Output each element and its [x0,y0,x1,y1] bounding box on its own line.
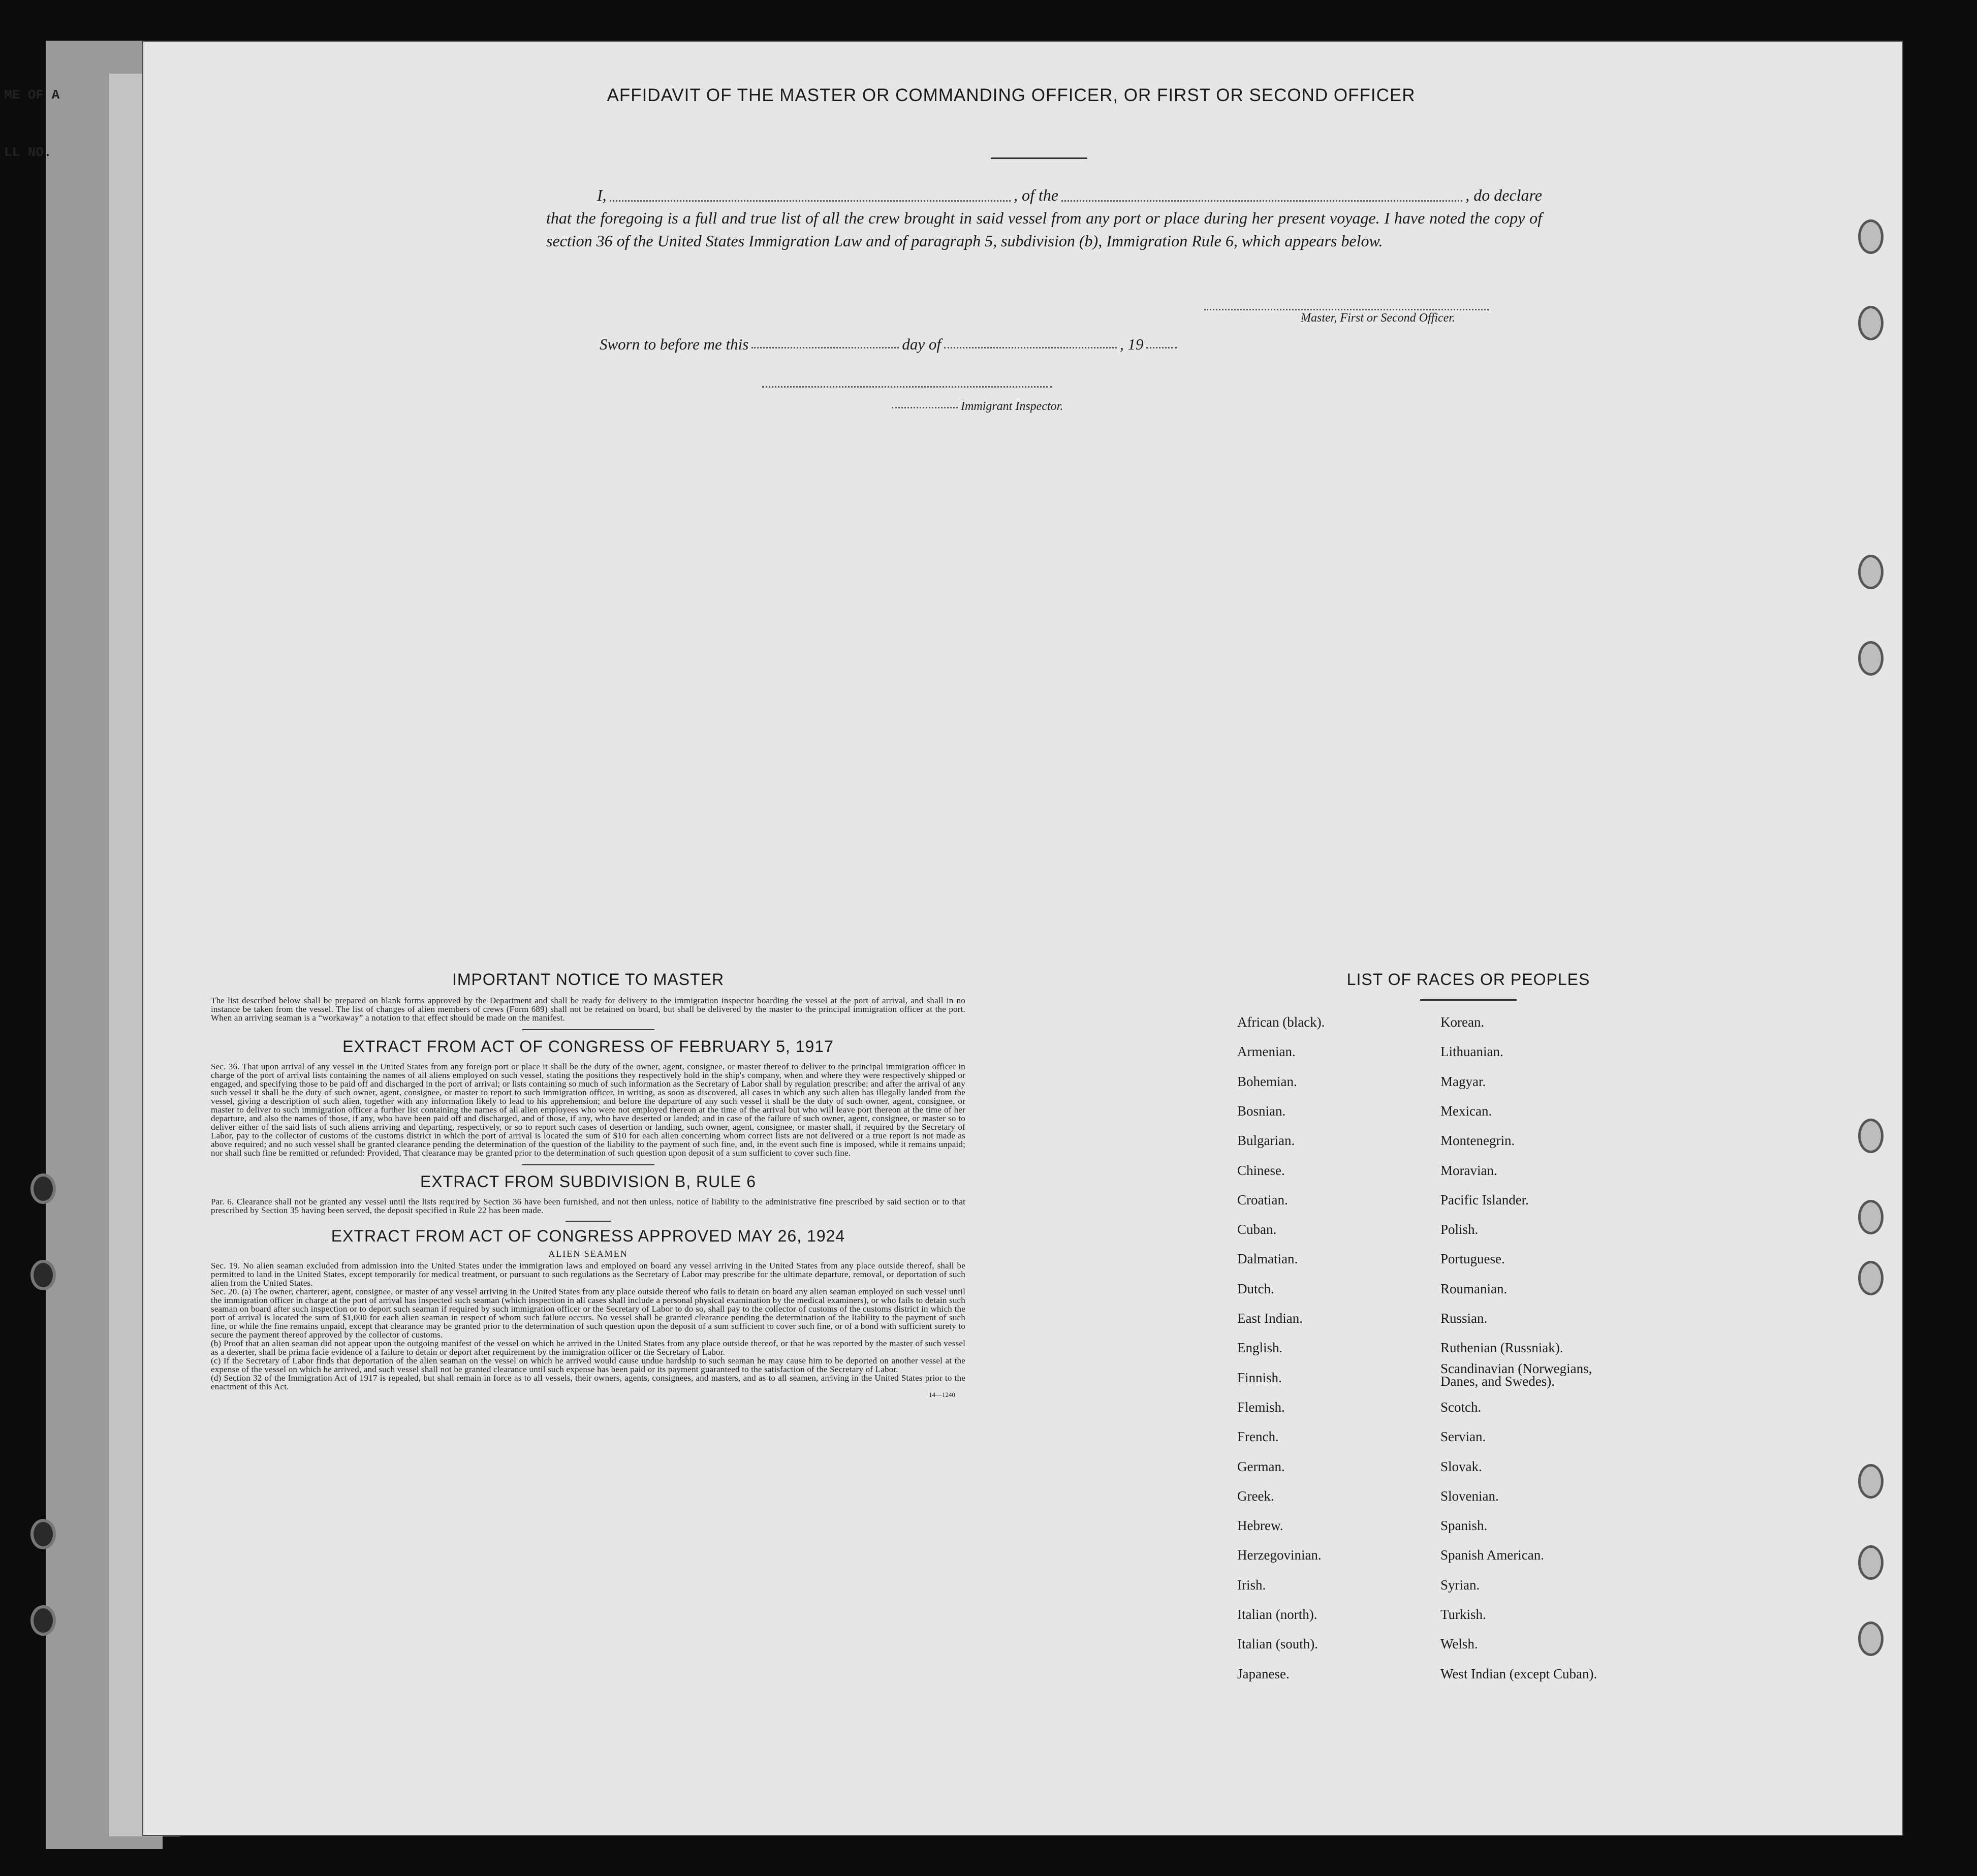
notice-section [211,970,965,1399]
race-item: Croatian. [1237,1192,1288,1207]
extract3-subtitle: ALIEN SEAMEN [548,1249,628,1259]
form-number: 14—1240 [929,1391,955,1398]
punch-hole [1858,1119,1884,1153]
punch-hole [1858,219,1884,254]
race-item: Finnish. [1237,1370,1282,1385]
binder-punch [30,1260,56,1290]
section-rule [522,1029,654,1030]
race-item: Magyar. [1440,1073,1486,1089]
race-item: Slovak. [1440,1458,1482,1474]
signer-caption: Master, First or Second Officer. [1301,311,1455,325]
section-rule [522,1164,654,1165]
affidavit-body [546,184,1542,252]
race-item: Bohemian. [1237,1073,1297,1089]
races-section [1214,970,1722,1681]
race-item: Bosnian. [1237,1103,1286,1119]
sworn-day-label: day of [902,335,941,353]
extract3-d: (d) Section 32 of the Immigration Act of 1917 is repealed, but shall remain in force as to all vessels, their owners, agents, consignees, and masters, and as to all seamen, arriving in the United States prior to the enactment of this Act. [211,1373,965,1391]
sworn-prefix: Sworn to before me this [600,335,749,353]
race-item: English. [1237,1340,1283,1356]
race-item: Italian (north). [1237,1607,1317,1622]
race-item: Japanese. [1237,1666,1290,1681]
sworn-line [600,335,1250,354]
race-item: Dalmatian. [1237,1251,1298,1267]
race-item: Spanish American. [1440,1547,1544,1563]
extract2-text: Par. 6. Clearance shall not be granted any vessel until the lists required by Section 36 have been furnished, and not then unless, notice of liability to the administrative fine prescribed by said section or to that prescribed by Section 35 having been served, the deposit specified in Rule 22 has been made. [211,1197,965,1215]
race-item: French. [1237,1429,1279,1445]
race-item: Scotch. [1440,1399,1482,1415]
race-item: East Indian. [1237,1311,1303,1326]
binder-punch [30,1173,56,1204]
sworn-year: , 19 [1119,335,1144,353]
race-item: West Indian (except Cuban). [1440,1666,1597,1681]
affidavit-line1-end: , do declare [1465,186,1542,204]
race-item: Armenian. [1237,1044,1296,1060]
race-item: African (black). [1237,1014,1325,1030]
race-item: Flemish. [1237,1399,1285,1415]
sworn-day-blank[interactable] [751,347,899,348]
race-item: Scandinavian (Norwegians, Danes, and Swedes). [1440,1360,1592,1389]
race-item: Pacific Islander. [1440,1192,1529,1207]
punch-hole [1858,1545,1884,1580]
extract1-title: EXTRACT FROM ACT OF CONGRESS OF FEBRUARY 5, 1917 [342,1037,834,1056]
extract3-c: (c) If the Secretary of Labor finds that deportation of the alien seaman on the vessel on which he arrived would cause undue hardship to such seaman he may cause him to be deported on another vessel at the expense of the vessel on which he arrived, and such vessel shall not be granted clearance until such expense has been paid or its payment guaranteed to the satisfaction of the Secretary of Labor. [211,1356,965,1374]
sworn-month-blank[interactable] [944,347,1117,348]
sworn-year-blank[interactable] [1146,347,1177,348]
punch-hole [1858,555,1884,589]
inspector-signature-line[interactable] [762,386,1052,388]
affidavit-line1-start: I, [597,186,607,204]
race-item: Korean. [1440,1014,1485,1030]
punch-hole [1858,1261,1884,1295]
punch-hole [1858,1200,1884,1234]
races-title: LIST OF RACES OR PEOPLES [1346,970,1590,989]
punch-hole [1858,306,1884,340]
race-item: Syrian. [1440,1577,1480,1593]
affidavit-title: AFFIDAVIT OF THE MASTER OR COMMANDING OFFICER, OR FIRST OR SECOND OFFICER [607,85,1416,105]
name-blank[interactable] [610,200,1011,202]
punch-hole [1858,1621,1884,1656]
race-item: Russian. [1440,1311,1488,1326]
race-item: Greek. [1237,1488,1274,1504]
race-item: Ruthenian (Russniak). [1440,1340,1563,1356]
extract3-title: EXTRACT FROM ACT OF CONGRESS APPROVED MAY 26, 1924 [331,1227,845,1245]
notice-text: The list described below shall be prepared on blank forms approved by the Department and shall be ready for delivery to the immigration inspector boarding the vessel at the port of arrival, and shall in no instance be taken from the vessel. The list of changes of alien members of crews (Form 689) shall not be retained on board, but shall be delivered by the master to the principal immigration officer at the port. When an arriving seaman is a “workaway” a notation to that effect should be made on the manifest. [211,996,965,1023]
race-item: Mexican. [1440,1103,1492,1119]
extract3-b: (b) Proof that an alien seaman did not appear upon the outgoing manifest of the vessel on which he arrived in the United States from any place outside thereof, or that he was reported by the master of such vessel as a deserter, shall be prima facie evidence of a failure to detain or deport after requirement by the immigration officer or the Secretary of Labor. [211,1339,965,1357]
affidavit-line-1 [546,184,1542,207]
title-rule [991,157,1087,159]
race-item: Hebrew. [1237,1518,1283,1534]
inspector-caption-row [892,400,1110,414]
affidavit-line1-mid: , of the [1013,186,1058,204]
race-item: Portuguese. [1440,1251,1505,1267]
extract2-title: EXTRACT FROM SUBDIVISION B, RULE 6 [420,1172,757,1191]
race-item: Spanish. [1440,1518,1488,1534]
punch-hole [1858,641,1884,676]
race-item: Turkish. [1440,1607,1486,1622]
race-item: Chinese. [1237,1162,1285,1178]
race-item: Dutch. [1237,1281,1274,1296]
race-item: Irish. [1237,1577,1266,1593]
race-item: Bulgarian. [1237,1133,1295,1149]
margin-stray-text-1: ME OF A [4,87,60,103]
race-item: Herzegovinian. [1237,1547,1322,1563]
race-item: Lithuanian. [1440,1044,1503,1060]
race-item: German. [1237,1458,1285,1474]
race-item: Italian (south). [1237,1636,1318,1652]
vessel-blank[interactable] [1061,200,1462,202]
affidavit-statement: that the foregoing is a full and true list of all the crew brought in said vessel from any port or place during her present voyage. I have noted the copy of section 36 of the United States Immigration Law and of paragraph 5, subdivision (b), Immigration Rule 6, which appears below. [546,209,1542,250]
punch-hole [1858,1464,1884,1499]
binder-punch [30,1605,56,1636]
race-item: Cuban. [1237,1222,1277,1237]
race-item: Slovenian. [1440,1488,1499,1504]
race-item: Montenegrin. [1440,1133,1515,1149]
race-item: Polish. [1440,1222,1479,1237]
margin-stray-text-2: LL NO. [4,145,52,160]
signature-line[interactable] [1204,309,1489,310]
notice-title: IMPORTANT NOTICE TO MASTER [452,970,725,989]
document-page [143,42,1902,1835]
race-item: Roumanian. [1440,1281,1508,1296]
extract3-sec20a: Sec. 20. (a) The owner, charterer, agent, consignee, or master of any vessel arriving in the United States from any place outside thereof who fails to detain on board any alien seaman employed on such vessel until the immigration officer in charge at the port of arrival has inspected such seaman (which inspection in all cases shall include a personal physical examination by the medical examiners), or who fails to detain such seaman on board after such inspection or to deport such seaman if required by such immigration officer or the Secretary of Labor to do so, shall pay to the collector of customs of the customs district in which the port of arrival is located the sum of $1,000 for each alien seaman in respect of whom such failure occurs. No vessel shall be granted clearance pending the determination of the liability to the payment of such fine, or while the fine remains unpaid, except that clearance may be granted prior to the determination of such question upon the deposit of a sum sufficient to cover such fine, or of a bond with sufficient surety to secure the payment thereof approved by the collector of customs. [211,1287,965,1340]
race-item: Welsh. [1440,1636,1478,1652]
race-item: Moravian. [1440,1162,1497,1178]
short-rule [566,1221,611,1222]
binder-punch [30,1519,56,1549]
inspector-caption: Immigrant Inspector. [961,400,1063,413]
race-item: Servian. [1440,1429,1486,1445]
extract3-sec19: Sec. 19. No alien seaman excluded from admission into the United States under the immigration laws and employed on board any vessel arriving in the United States from any place outside thereof, shall be permitted to land in the United States, except temporarily for medical treatment, or pursuant to such regulations as the Secretary of Labor may prescribe for the ultimate departure, removal, or deportation of such alien from the United States. [211,1261,965,1288]
inspector-dots [892,407,958,408]
extract1-text: Sec. 36. That upon arrival of any vessel in the United States from any foreign port or place it shall be the duty of the owner, agent, consignee, or master thereof to deliver to the principal immigration officer in charge of the port of arrival lists containing the names of all aliens employed on such vessel, stating the positions they respectively hold in the ship's company, when and where they were respectively shipped or engaged, and specifying those to be paid off and discharged in the port of arrival; or lists containing so much of such information as the Secretary of Labor shall by regulation prescribe; and after the arrival of any such vessel it shall be the duty of such owner, agent, consignee, or master to report to such immigration officer, in writing, as soon as discovered, all cases in which any such alien has illegally landed from the vessel, giving a description of such alien, together with any information likely to lead to his apprehension; and before the departure of any such vessel it shall be the duty of such owner, agent, consignee, or master to deliver to such immigration officer a further list containing the names of all alien employees who were not employed thereon at the time of the arrival but who will leave port thereon at the time of her departure, and also the names of those, if any, who have been paid off and discharged, and of those, if any, who have deserted or landed; and in case of the failure of such owner, agent, consignee, or master so to deliver either of the said lists of such aliens arriving and departing, respectively, or so to report such cases of desertion or landing, such owner, agent, consignee, or master shall, if required by the Secretary of Labor, pay to the collector of customs of the customs district in which the port of arrival is located the sum of $10 for each alien concerning whom correct lists are not delivered or a true report is not made as above required; and no such vessel shall be granted clearance pending the determination of the question of the liability to the payment of such fine, and, in the event such fine is imposed, while it remains unpaid; nor shall such fine be remitted or refunded: Provided, That clearance may be granted prior to the determination of such question upon deposit of a sum sufficient to cover such fine. [211,1062,965,1158]
races-rule [1420,999,1517,1001]
